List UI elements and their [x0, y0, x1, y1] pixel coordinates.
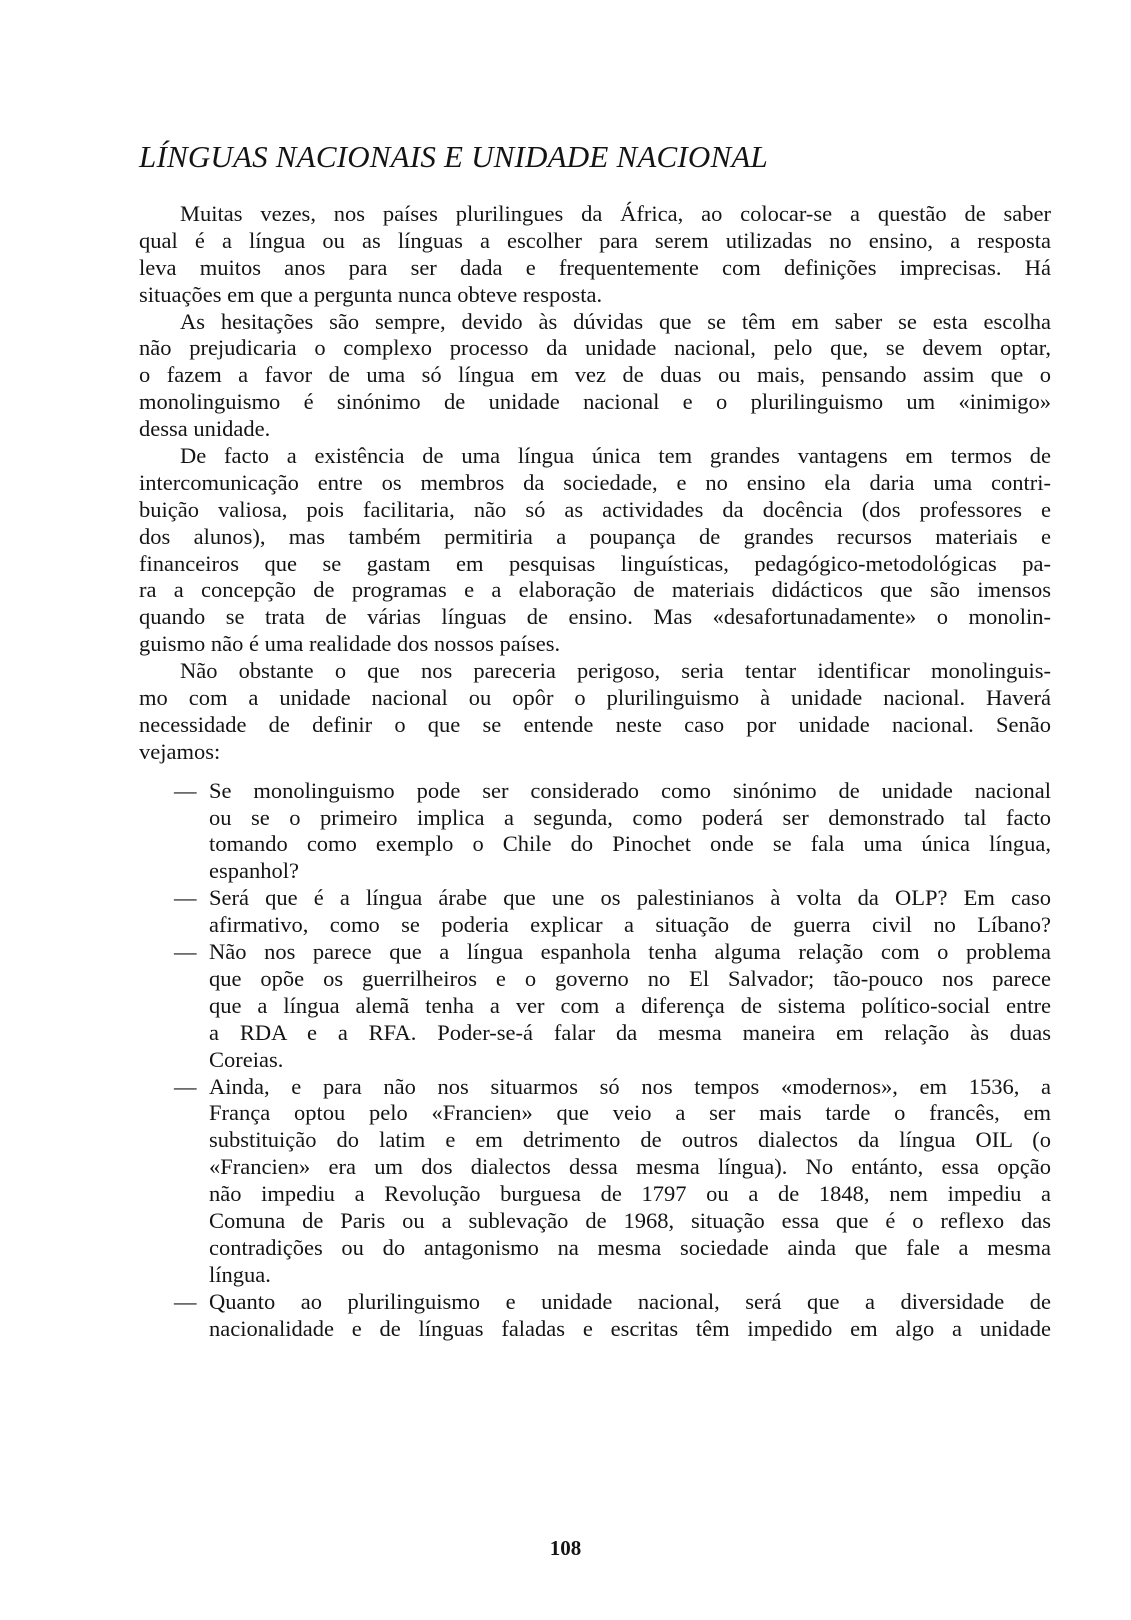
text-line: De facto a existência de uma língua única tem grandes vantagens em termos de	[180, 443, 1051, 469]
list-item	[139, 885, 1051, 939]
dash-list	[139, 778, 1051, 1343]
dash-bullet: —	[174, 1288, 197, 1314]
text-line: leva muitos anos para ser dada e frequentemente com definições imprecisas. Há	[139, 254, 1051, 280]
text-line: qual é a língua ou as línguas a escolher para serem utilizadas no ensino, a resposta	[139, 227, 1051, 253]
text-line: França optou pelo «Francien» que veio a ser mais tarde o francês, em	[209, 1100, 1051, 1126]
text-line: «Francien» era um dos dialectos dessa mesma língua). No entánto, essa opção	[209, 1154, 1051, 1180]
text-line: não prejudicaria o complexo processo da unidade nacional, pelo que, se devem optar,	[139, 335, 1051, 361]
list-item	[139, 1074, 1051, 1289]
text-line: Coreias.	[209, 1046, 284, 1072]
text-line: Não nos parece que a língua espanhola tenha alguma relação com o problema	[209, 939, 1051, 965]
text-line: tomando como exemplo o Chile do Pinochet onde se fala uma única língua,	[209, 831, 1051, 857]
dash-bullet: —	[174, 777, 197, 803]
body-text	[139, 201, 1051, 1342]
page-number: 108	[549, 1536, 582, 1560]
dash-bullet: —	[174, 885, 197, 911]
text-line: buição valiosa, pois facilitaria, não só as actividades da docência (dos professores e	[139, 496, 1051, 522]
list-item	[139, 1289, 1051, 1343]
paragraph	[139, 658, 1051, 766]
list-item	[139, 939, 1051, 1073]
dash-bullet: —	[174, 939, 197, 965]
text-line: contradições ou do antagonismo na mesma sociedade ainda que fale a mesma	[209, 1234, 1051, 1260]
text-line: vejamos:	[139, 738, 221, 764]
text-line: a RDA e a RFA. Poder-se-á falar da mesma maneira em relação às duas	[209, 1019, 1051, 1045]
text-line: Será que é a língua árabe que une os palestinianos à volta da OLP? Em caso	[209, 885, 1051, 911]
text-line: Muitas vezes, nos países plurilingues da África, ao colocar-se a questão de saber	[180, 201, 1051, 226]
text-line: que opõe os guerrilheiros e o governo no El Salvador; tão-pouco nos parece	[209, 965, 1051, 991]
text-line: língua.	[209, 1261, 271, 1287]
text-line: dessa unidade.	[139, 416, 271, 442]
text-line: Se monolinguismo pode ser considerado como sinónimo de unidade nacional	[209, 777, 1051, 803]
text-line: não impediu a Revolução burguesa de 1797 ou a de 1848, nem impediu a	[209, 1181, 1051, 1207]
text-line: Quanto ao plurilinguismo e unidade nacional, será que a diversidade de	[209, 1288, 1051, 1314]
list-item	[139, 778, 1051, 886]
text-line: quando se trata de várias línguas de ensino. Mas «desafortunadamente» o monolin-	[139, 604, 1051, 630]
text-line: dos alunos), mas também permitiria a poupança de grandes recursos materiais e	[139, 523, 1051, 549]
text-line: nacionalidade e de línguas faladas e escritas têm impedido em algo a unidade	[209, 1315, 1051, 1341]
text-line: ou se o primeiro implica a segunda, como poderá ser demonstrado tal facto	[209, 804, 1051, 830]
text-line: que a língua alemã tenha a ver com a diferença de sistema político-social entre	[209, 992, 1051, 1018]
text-line: situações em que a pergunta nunca obteve resposta.	[139, 281, 603, 307]
paragraph	[139, 309, 1051, 443]
text-line: substituição do latim e em detrimento de outros dialectos da língua OIL (o	[209, 1127, 1051, 1153]
chapter-title: LÍNGUAS NACIONAIS E UNIDADE NACIONAL	[139, 139, 768, 174]
text-line: necessidade de definir o que se entende neste caso por unidade nacional. Senão	[139, 711, 1051, 737]
text-line: monolinguismo é sinónimo de unidade nacional e o plurilinguismo um «inimigo»	[139, 389, 1051, 415]
text-line: o fazem a favor de uma só língua em vez de duas ou mais, pensando assim que o	[139, 362, 1051, 388]
text-line: financeiros que se gastam em pesquisas linguísticas, pedagógico-metodológicas pa-	[139, 550, 1051, 576]
text-line: As hesitações são sempre, devido às dúvidas que se têm em saber se esta escolha	[180, 308, 1051, 334]
text-line: Ainda, e para não nos situarmos só nos tempos «modernos», em 1536, a	[209, 1073, 1051, 1099]
paragraph	[139, 201, 1051, 309]
text-line: guismo não é uma realidade dos nossos países.	[139, 631, 561, 657]
text-line: espanhol?	[209, 858, 299, 884]
text-line: Não obstante o que nos pareceria perigoso, seria tentar identificar monolinguis-	[180, 658, 1051, 684]
text-line: afirmativo, como se poderia explicar a situação de guerra civil no Líbano?	[209, 912, 1051, 938]
text-line: intercomunicação entre os membros da sociedade, e no ensino ela daria uma contri-	[139, 469, 1051, 495]
paragraph	[139, 443, 1051, 658]
dash-bullet: —	[174, 1073, 197, 1099]
text-line: mo com a unidade nacional ou opôr o plurilinguismo à unidade nacional. Haverá	[139, 685, 1051, 711]
text-line: Comuna de Paris ou a sublevação de 1968, situação essa que é o reflexo das	[209, 1207, 1051, 1233]
text-line: ra a concepção de programas e a elaboração de materiais didácticos que são imensos	[139, 577, 1051, 603]
